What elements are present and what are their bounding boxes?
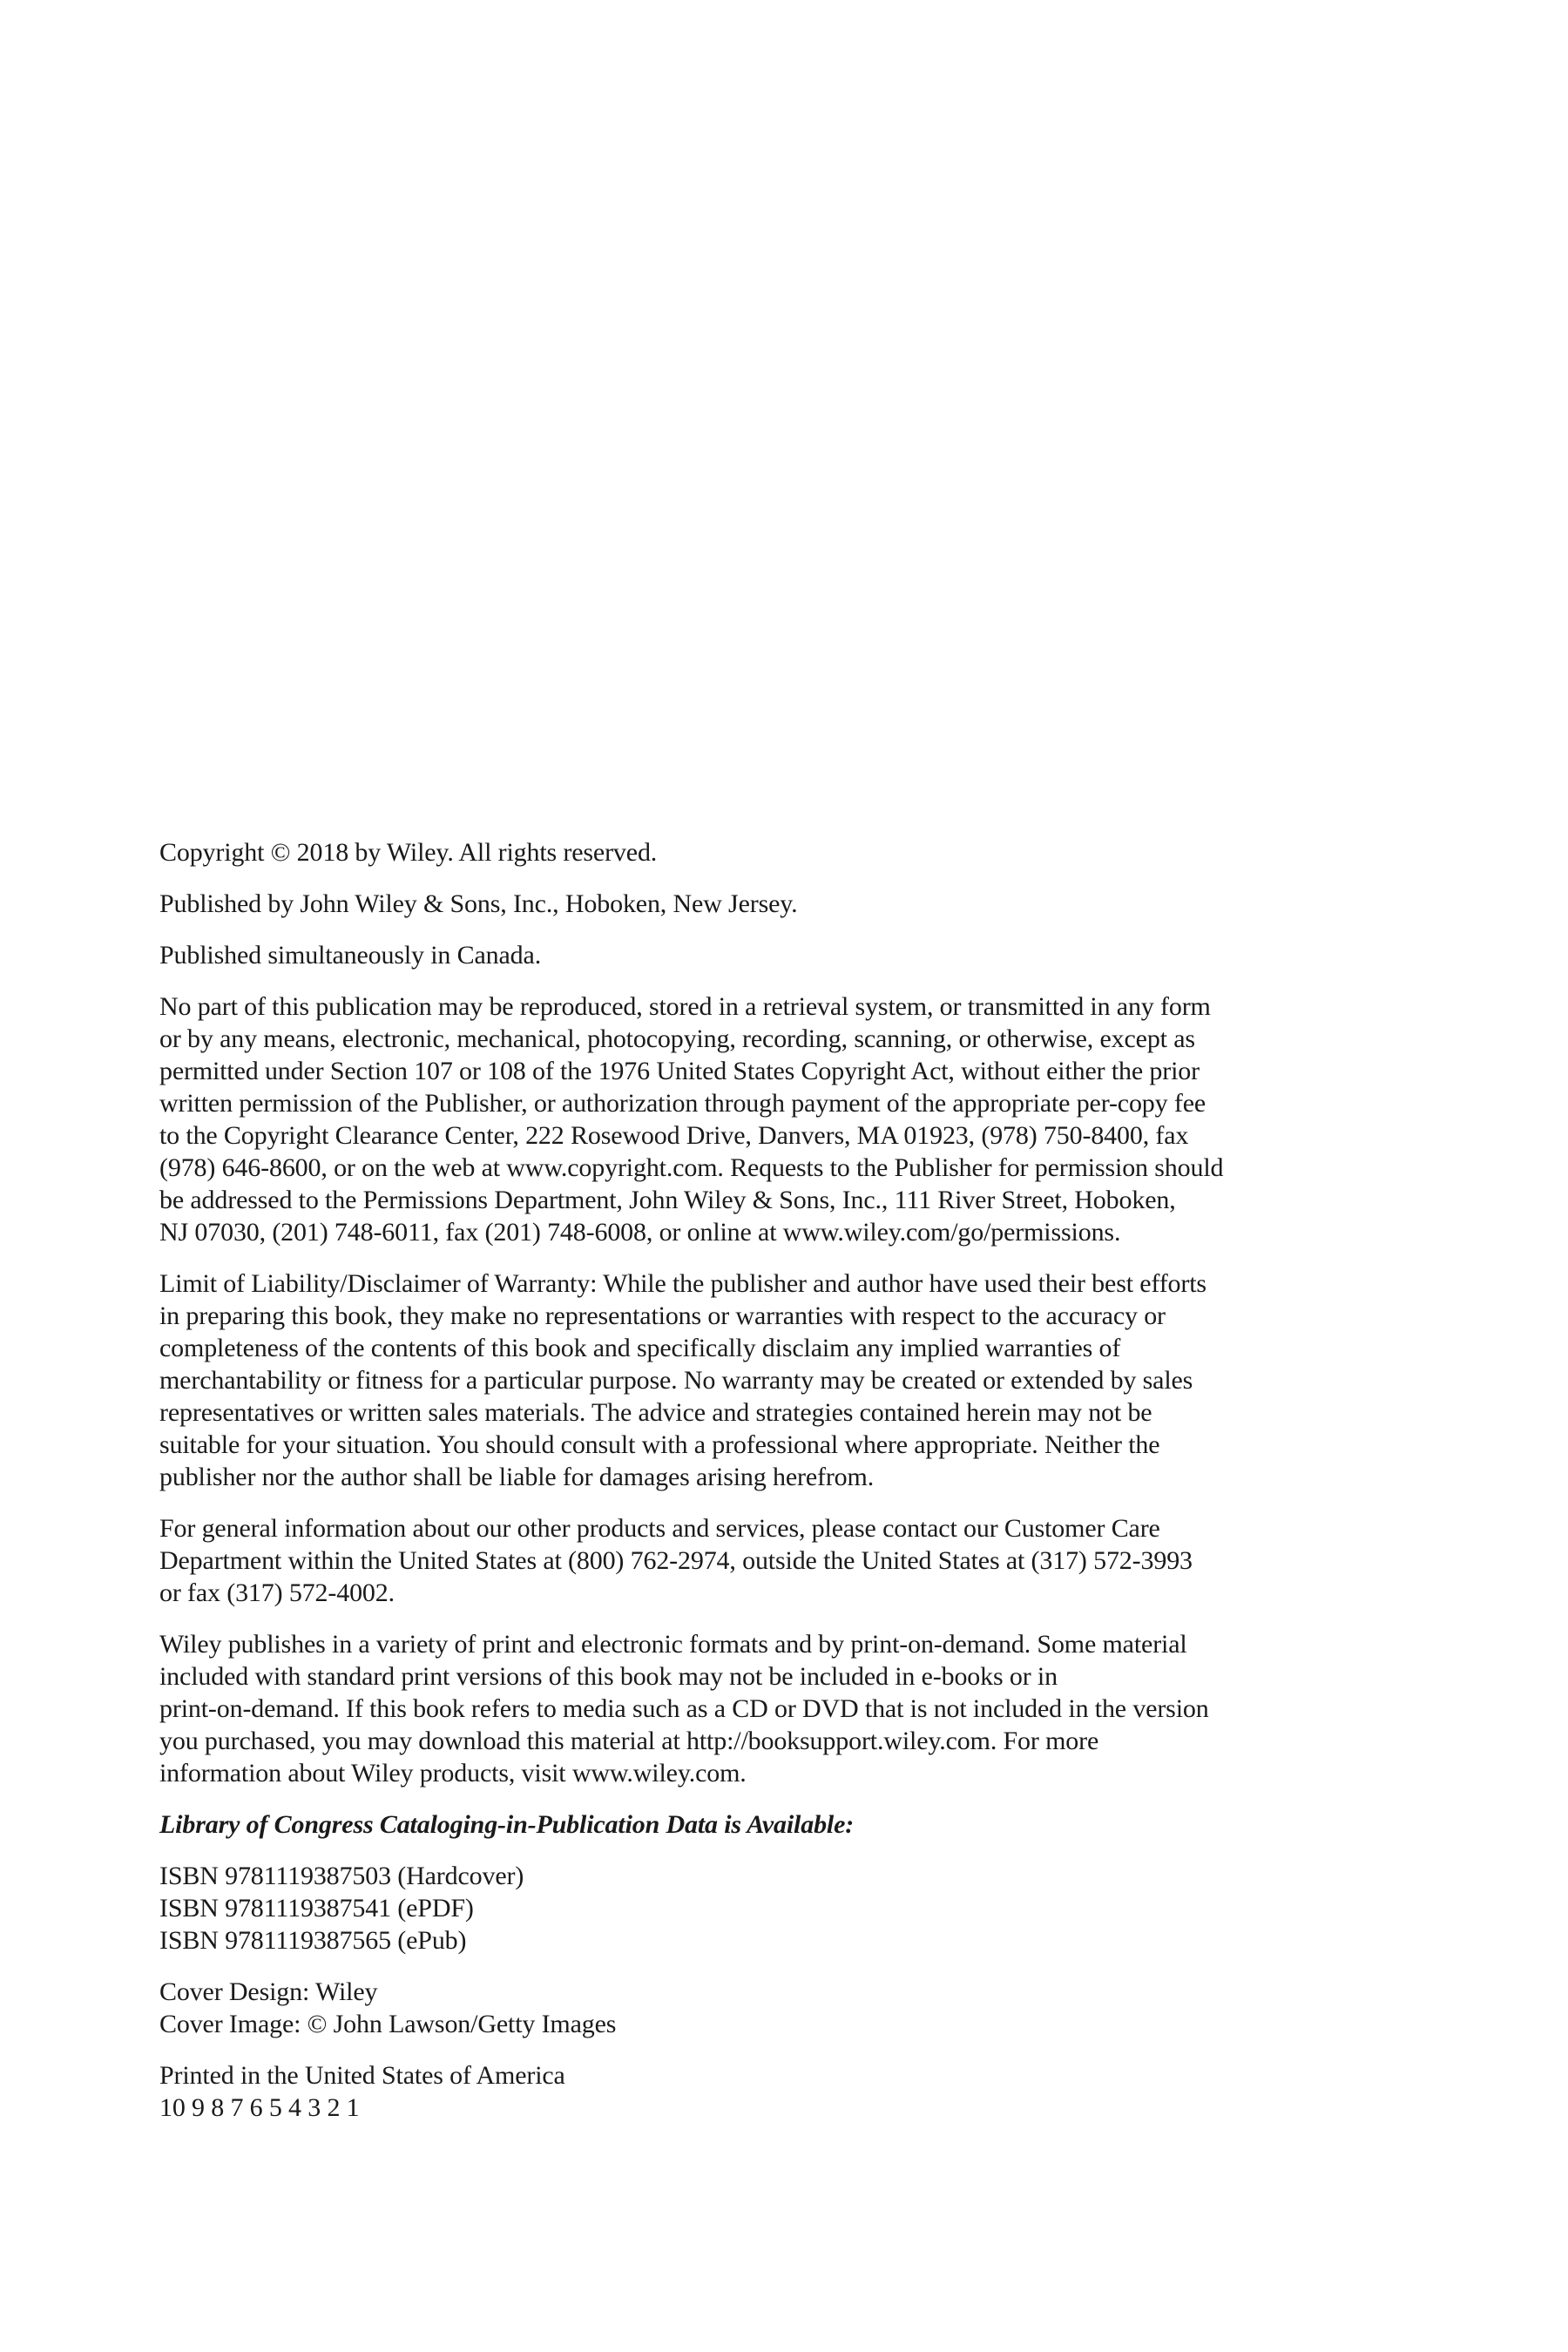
copyright-line: Copyright © 2018 by Wiley. All rights reserved.: [159, 838, 658, 867]
printing-info: [159, 2059, 1344, 2124]
isbn-list: [159, 1860, 1344, 1957]
notice-line: written permission of the Publisher, or authorization through payment of the appropriate per-copy fee: [159, 1089, 1206, 1118]
reproduction-notice: [159, 990, 1344, 1248]
info-line: For general information about our other products and services, please contact our Customer Care: [159, 1514, 1160, 1543]
info-line: or fax (317) 572-4002.: [159, 1578, 395, 1607]
disclaimer-line: suitable for your situation. You should consult with a professional where appropriate. Neither the: [159, 1430, 1160, 1459]
disclaimer-line: publisher nor the author shall be liable for damages arising herefrom.: [159, 1463, 875, 1491]
disclaimer-line: representatives or written sales materials. The advice and strategies contained herein may not be: [159, 1398, 1152, 1427]
isbn-line: ISBN 9781119387503 (Hardcover): [159, 1862, 524, 1890]
formats-line: you purchased, you may download this material at http://booksupport.wiley.com. For more: [159, 1727, 1099, 1755]
copyright-page: [159, 836, 1344, 2143]
notice-line: permitted under Section 107 or 108 of the 1976 United States Copyright Act, without either the prior: [159, 1057, 1200, 1085]
cover-credits: [159, 1976, 1344, 2040]
printed-in-line: Printed in the United States of America: [159, 2061, 565, 2090]
formats-line: information about Wiley products, visit www.wiley.com.: [159, 1759, 747, 1788]
isbn-line: ISBN 9781119387541 (ePDF): [159, 1894, 474, 1923]
formats-line: included with standard print versions of this book may not be included in e-books or in: [159, 1662, 1058, 1691]
general-information: [159, 1512, 1344, 1609]
notice-line: NJ 07030, (201) 748-6011, fax (201) 748-6008, or online at www.wiley.com/go/permissions.: [159, 1218, 1121, 1247]
notice-line: to the Copyright Clearance Center, 222 Rosewood Drive, Danvers, MA 01923, (978) 750-8400, fax: [159, 1121, 1189, 1150]
notice-line: (978) 646-8600, or on the web at www.copyright.com. Requests to the Publisher for permission should: [159, 1153, 1224, 1182]
formats-line: Wiley publishes in a variety of print and electronic formats and by print-on-demand. Some material: [159, 1630, 1187, 1659]
formats-notice: [159, 1628, 1344, 1789]
disclaimer-line: Limit of Liability/Disclaimer of Warranty: While the publisher and author have used their best efforts: [159, 1269, 1206, 1298]
disclaimer-line: in preparing this book, they make no representations or warranties with respect to the accuracy or: [159, 1301, 1166, 1330]
publisher-line: Published by John Wiley & Sons, Inc., Hoboken, New Jersey.: [159, 889, 798, 918]
disclaimer-line: merchantability or fitness for a particular purpose. No warranty may be created or extended by sales: [159, 1366, 1193, 1395]
cip-heading: Library of Congress Cataloging-in-Publication Data is Available:: [159, 1810, 855, 1839]
canada-publication-line: Published simultaneously in Canada.: [159, 941, 542, 970]
cover-credit-line: Cover Design: Wiley: [159, 1977, 378, 2006]
cover-credit-line: Cover Image: © John Lawson/Getty Images: [159, 2010, 617, 2038]
notice-line: be addressed to the Permissions Department, John Wiley & Sons, Inc., 111 River Street, Hoboken,: [159, 1186, 1176, 1214]
formats-line: print-on-demand. If this book refers to media such as a CD or DVD that is not included in the version: [159, 1694, 1209, 1723]
notice-line: No part of this publication may be reproduced, stored in a retrieval system, or transmitted in any form: [159, 992, 1211, 1021]
isbn-line: ISBN 9781119387565 (ePub): [159, 1926, 467, 1955]
notice-line: or by any means, electronic, mechanical, photocopying, recording, scanning, or otherwise, except as: [159, 1024, 1195, 1053]
print-number-line: 10 9 8 7 6 5 4 3 2 1: [159, 2093, 360, 2122]
info-line: Department within the United States at (800) 762-2974, outside the United States at (317) 572-3993: [159, 1546, 1193, 1575]
disclaimer-line: completeness of the contents of this book and specifically disclaim any implied warranties of: [159, 1334, 1121, 1362]
liability-disclaimer: [159, 1267, 1344, 1493]
